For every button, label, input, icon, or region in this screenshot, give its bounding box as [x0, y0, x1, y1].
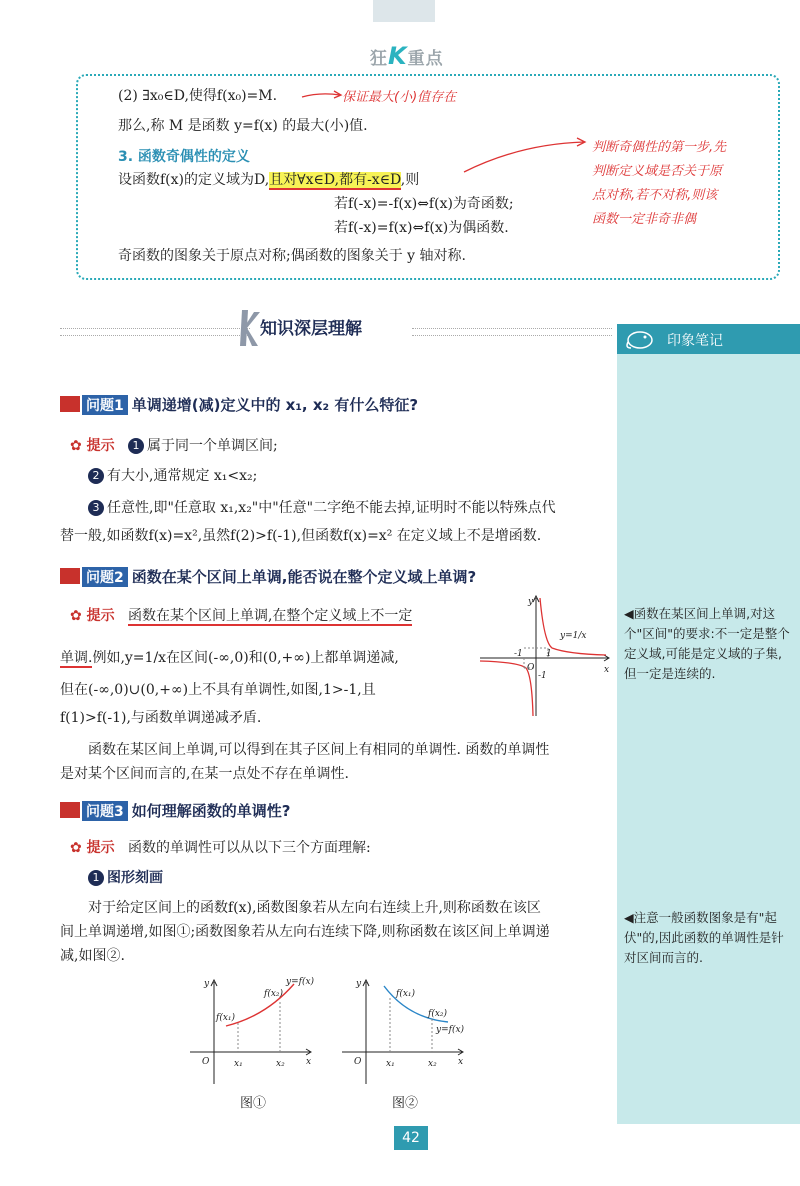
book-icon — [60, 396, 80, 412]
fig2-y-label: y — [356, 979, 362, 989]
q2-line-6: 是对某个区间而言的,在某一点处不存在单调性. — [60, 766, 349, 782]
box-line-1: (2) ∃x₀∈D,使得f(x₀)=M. — [118, 88, 278, 104]
fig2-x2: x₂ — [428, 1059, 437, 1069]
section-divider-right — [412, 328, 612, 336]
k-logo-icon — [238, 306, 262, 350]
parity-note-line: 点对称,若不对称,则该 — [592, 188, 718, 203]
q3-intro-text: 函数的单调性可以从以下三个方面理解: — [127, 840, 371, 856]
q3-para-3: 减,如图②. — [60, 948, 125, 964]
circle-number: 3 — [88, 500, 104, 516]
q3-para-1: 对于给定区间上的函数f(x),函数图象若从左向右连续上升,则称函数在该区 — [88, 900, 541, 916]
even-function-def: 若f(-x)=f(x)⇔f(x)为偶函数. — [334, 220, 509, 236]
q3-subheading-text: 图形刻画 — [107, 870, 163, 886]
odd-function-def: 若f(-x)=-f(x)⇔f(x)为奇函数; — [334, 196, 514, 212]
sidebar-header — [617, 324, 800, 354]
brand-prefix: 狂 — [370, 49, 388, 69]
q3-intro — [70, 838, 371, 858]
increasing-curve — [226, 984, 294, 1026]
q1-tip-line-2 — [88, 466, 257, 486]
graph-y-label: y — [528, 597, 534, 607]
book-icon — [60, 802, 80, 818]
fig1-fx1: f(x₁) — [216, 1013, 236, 1023]
tip-label: ✿ 提示 — [70, 608, 115, 624]
section-title: 知识深层理解 — [260, 319, 362, 339]
graph-tick-neg1-y: -1 — [538, 671, 547, 681]
question-tag: 问题2 — [82, 567, 128, 587]
circle-number: 2 — [88, 468, 104, 484]
note-arrow-2 — [460, 136, 590, 176]
question-title: 函数在某个区间上单调,能否说在整个定义域上单调? — [131, 568, 477, 586]
question-title: 如何理解函数的单调性? — [131, 802, 291, 820]
fig1-origin: O — [202, 1057, 210, 1067]
fig1-y-label: y — [204, 979, 210, 989]
line3-pre: 设函数f(x)的定义域为D, — [118, 172, 270, 188]
fig2-x-label: x — [458, 1057, 464, 1067]
tip-label-text: 提示 — [86, 608, 115, 624]
sidebar-title: 印象笔记 — [667, 333, 723, 349]
elephant-icon — [623, 328, 657, 350]
graph-x-label: x — [604, 665, 610, 675]
graph-origin: O — [527, 663, 535, 673]
q1-point-1: 属于同一个单调区间; — [146, 438, 278, 454]
q1-tip-line-1 — [70, 436, 278, 456]
figure-2-caption: 图② — [392, 1096, 419, 1111]
section-divider-left — [60, 328, 250, 336]
fig2-func: y=f(x) — [436, 1025, 465, 1035]
q2-example: 例如,y=1/x在区间(-∞,0)和(0,+∞)上都单调递减, — [92, 650, 399, 666]
q1-tip-line-3 — [88, 498, 556, 518]
brand-k: K — [388, 42, 408, 70]
fig2-x1: x₁ — [386, 1059, 395, 1069]
figure-1-increasing — [186, 976, 316, 1086]
parity-note-line: 判断定义域是否关于原 — [592, 164, 723, 179]
tip-label-text: 提示 — [86, 438, 115, 454]
question-3-heading — [60, 800, 290, 821]
fig1-fx2: f(x₂) — [264, 989, 284, 999]
note-arrow-1 — [300, 88, 344, 102]
fig2-fx2: f(x₂) — [428, 1009, 448, 1019]
box-line-2: 那么,称 M 是函数 y=f(x) 的最大(小)值. — [118, 118, 368, 134]
q1-point-3: 任意性,即"任意取 x₁,x₂"中"任意"二字绝不能去掉,证明时不能以特殊点代 — [107, 500, 556, 516]
figure-1-caption: 图① — [240, 1096, 267, 1111]
sidebar-note-interval: ◀函数在某区间上单调,对这个"区间"的要求:不一定是整个定义域,可能是定义域的子集,但一定是连续的. — [624, 606, 790, 681]
note-max-exists: 保证最大(小)值存在 — [342, 90, 457, 105]
question-title: 单调递增(减)定义中的 x₁, x₂ 有什么特征? — [131, 396, 419, 414]
q2-line-4: f(1)>f(-1),与函数单调递减矛盾. — [60, 710, 262, 726]
q2-line-2 — [60, 648, 399, 668]
q1-point-2: 有大小,通常规定 x₁<x₂; — [107, 468, 258, 484]
brand-logo — [370, 42, 470, 70]
parity-note-line: 函数一定非奇非偶 — [592, 212, 697, 227]
parity-note-line: 判断奇偶性的第一步,先 — [592, 140, 727, 155]
q3-para-2: 间上单调递增,如图①;函数图象若从左向右连续下降,则称函数在该区间上单调递 — [60, 924, 550, 940]
figure-2-decreasing — [338, 976, 468, 1086]
brand-suffix: 重点 — [407, 49, 444, 69]
tip-label-text: 提示 — [86, 840, 115, 856]
fig1-x-label: x — [306, 1057, 312, 1067]
q1-tip-line-4: 替一般,如函数f(x)=x²,虽然f(2)>f(-1),但函数f(x)=x² 在定义域上不是增函数. — [60, 528, 542, 544]
q2-line-1 — [70, 606, 412, 626]
question-tag: 问题3 — [82, 801, 128, 821]
fig2-origin: O — [354, 1057, 362, 1067]
sidebar-panel — [617, 324, 800, 1124]
q2-underlined-statement: 函数在某个区间上单调,在整个定义域上不一定 — [127, 608, 413, 624]
header-bar — [373, 0, 435, 22]
tip-label: ✿ 提示 — [70, 840, 115, 856]
circle-number: 1 — [128, 438, 144, 454]
book-icon — [60, 568, 80, 584]
q3-subheading — [88, 868, 163, 888]
reciprocal-graph — [478, 592, 614, 720]
q2-underlined-end: 单调. — [60, 650, 93, 666]
q2-line-5: 函数在某区间上单调,可以得到在其子区间上有相同的单调性. 函数的单调性 — [88, 742, 550, 758]
parity-handwritten-note — [592, 136, 726, 232]
curve-branch-positive — [540, 598, 606, 655]
tip-label: ✿ 提示 — [70, 438, 115, 454]
page-number: 42 — [394, 1126, 428, 1150]
fig2-fx1: f(x₁) — [396, 989, 416, 999]
box-line-3 — [118, 170, 419, 190]
graph-func-label: y=1/x — [560, 631, 587, 641]
circle-number: 1 — [88, 870, 104, 886]
odd-even-heading: 3. 函数奇偶性的定义 — [118, 149, 250, 165]
question-2-heading — [60, 566, 476, 587]
question-tag: 问题1 — [82, 395, 128, 415]
symmetry-line: 奇函数的图象关于原点对称;偶函数的图象关于 y 轴对称. — [118, 248, 466, 264]
q2-line-3: 但在(-∞,0)∪(0,+∞)上不具有单调性,如图,1>-1,且 — [60, 682, 376, 698]
fig1-x1: x₁ — [234, 1059, 243, 1069]
question-1-heading — [60, 394, 418, 415]
line3-post: ,则 — [400, 172, 420, 188]
domain-symmetric-highlight: 且对∀x∈D,都有-x∈D — [269, 172, 401, 188]
fig1-x2: x₂ — [276, 1059, 285, 1069]
sidebar-note-fluctuation: ◀注意一般函数图象是有"起伏"的,因此函数的单调性是针对区间而言的. — [624, 910, 784, 965]
graph-tick-neg1: -1 — [514, 649, 523, 659]
graph-tick-1: 1 — [546, 649, 552, 659]
curve-branch-negative — [480, 661, 533, 716]
fig1-func: y=f(x) — [286, 977, 315, 987]
